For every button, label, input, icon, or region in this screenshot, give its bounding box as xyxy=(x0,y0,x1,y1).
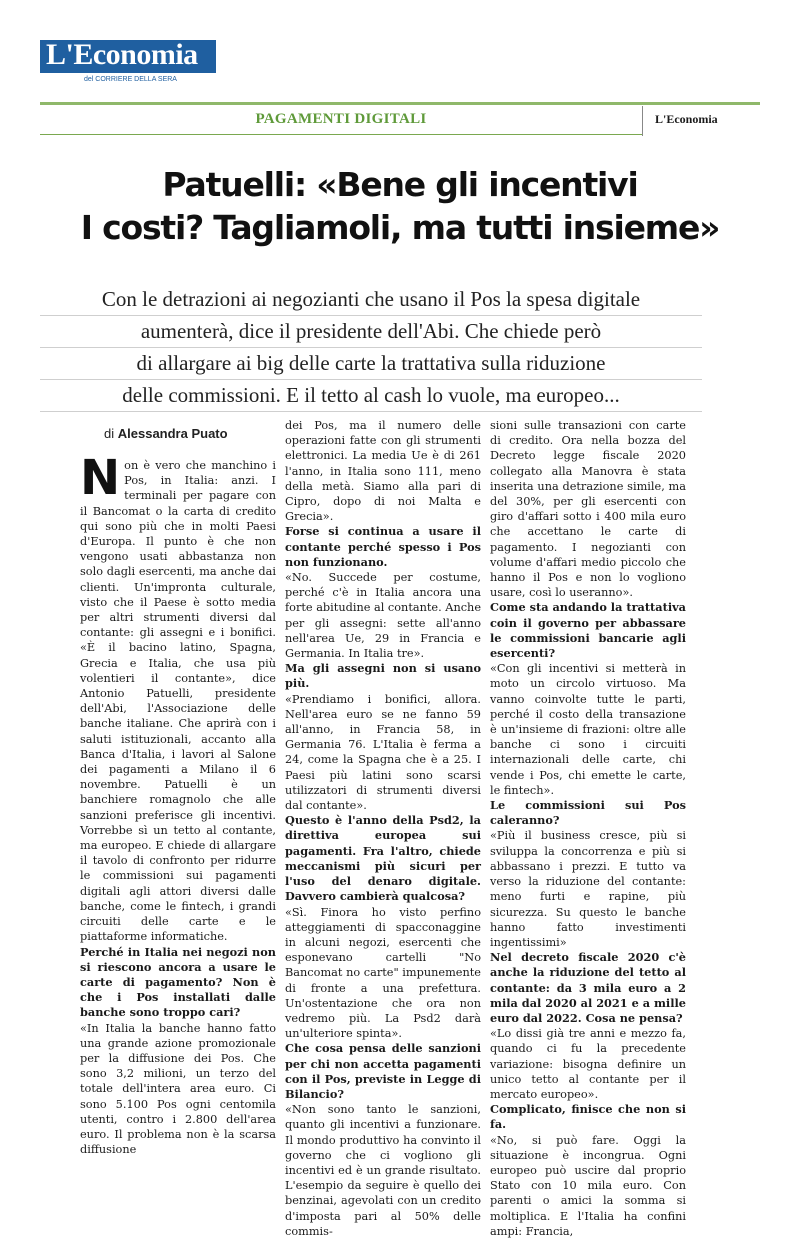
interview-answer: «Sì. Finora ho visto perfino atteggiamenti di spacconaggine in alcuni negozi, esercenti che esponevano cartelli "No Bancomat no carte" impunemente di fronte a una prefettura. Un'ostentazione che ora non vedremo più. La Psd2 darà un'ulteriore spinta». xyxy=(285,905,481,1041)
headline xyxy=(40,163,760,249)
subhead-line: di allargare ai big delle carte la trattativa sulla riduzione xyxy=(40,348,702,380)
interview-answer: dei Pos, ma il numero delle operazioni fatte con gli strumenti elettronici. La media Ue è di 261 l'anno, in Italia sono 111, meno della metà. Siamo alla pari di Cipro, dopo di noi Malta e Grecia». xyxy=(285,419,481,524)
byline xyxy=(104,426,228,441)
section-rule xyxy=(40,134,642,135)
interview-question: Perché in Italia nei negozi non si riescono ancora a usare le carte di pagamento? Non è che i Pos installati dalle banche sono troppo cari? xyxy=(80,944,276,1020)
headline-line-2: I costi? Tagliamoli, ma tutti insieme» xyxy=(80,208,720,247)
interview-answer: «Non sono tanto le sanzioni, quanto gli incentivi a funzionare. Il mondo produttivo ha convinto il governo che ci vogliono gli incentivi ed è un grande risultato. L'esempio da seguire è quello dei benzinai, agevolati con un credito d'imposta pari al 50% delle commis- xyxy=(285,1103,481,1238)
interview-question: Nel decreto fiscale 2020 c'è anche la riduzione del tetto al contante: da 3 mila euro a 2 mila dal 2020 al 2021 e a mille euro dal 2022. Cosa ne pensa? xyxy=(490,950,686,1025)
interview-answer: «Lo dissi già tre anni e mezzo fa, quando ci fu la precedente variazione: bisogna definire un unico tetto al contante per il mercato europeo». xyxy=(490,1027,686,1101)
brand-divider xyxy=(642,106,643,136)
subhead-line: Con le detrazioni ai negozianti che usano il Pos la spesa digitale xyxy=(40,284,702,316)
byline-author: Alessandra Puato xyxy=(117,426,228,441)
interview-question: Le commissioni sui Pos caleranno? xyxy=(490,798,686,828)
subheadline xyxy=(40,284,702,412)
subhead-line: delle commissioni. E il tetto al cash lo vuole, ma europeo... xyxy=(40,380,702,412)
lead-paragraph xyxy=(80,450,276,945)
masthead-logo: L'Economia xyxy=(46,38,198,71)
interview-question: Come sta andando la trattativa coin il governo per abbassare le commissioni bancarie agli esercenti? xyxy=(490,600,686,661)
interview-question: Forse si continua a usare il contante perché spesso i Pos non funzionano. xyxy=(285,524,481,569)
interview-answer: «No. Succede per costume, perché c'è in Italia ancora una forte abitudine al contante. Anche per gli assegni: sette all'anno nell'area Ue, 29 in Francia e Germania. In Italia tre». xyxy=(285,571,482,661)
section-title: PAGAMENTI DIGITALI xyxy=(255,111,427,127)
interview-answer: «No, si può fare. Oggi la situazione è incongrua. Ogni europeo può uscire dal proprio Stato con 10 mila euro. Con parenti o amici la somma si moltiplica. E l'Italia ha confini ampi: Francia, xyxy=(490,1133,686,1238)
interview-answer: «Più il business cresce, più si sviluppa la concorrenza e più si abbassano i prezzi. E tutto va verso la riduzione del contante: meno furti e rapine, più sicurezza. Su questo le banche hanno fatto investimenti ingentissimi» xyxy=(490,829,686,949)
interview-question: Che cosa pensa delle sanzioni per chi non accetta pagamenti con il Pos, previste in Legge di Bilancio? xyxy=(285,1041,481,1101)
article-column-3 xyxy=(490,418,686,1239)
brand-label: L'Economia xyxy=(655,112,718,126)
masthead-subtitle: del CORRIERE DELLA SERA xyxy=(84,76,177,83)
interview-question: Questo è l'anno della Psd2, la direttiva europea sui pagamenti. Fra l'altro, chiede meccanismi più sicuri per l'uso del denaro digitale. Davvero cambierà qualcosa? xyxy=(285,813,481,904)
interview-answer: «In Italia la banche hanno fatto una grande azione promozionale per la diffusione dei Pos. Che sono 3,2 milioni, un terzo del totale dell'intera area euro. Ci sono 5.100 Pos ogni centomila utenti, contro i 2.800 dell'area euro. Il problema non è la scarsa diffusione xyxy=(80,1021,276,1157)
headline-line-1: Patuelli: «Bene gli incentivi xyxy=(162,165,638,204)
interview-question: Ma gli assegni non si usano più. xyxy=(285,661,481,691)
interview-question: Complicato, finisce che non si fa. xyxy=(490,1102,686,1132)
subhead-line: aumenterà, dice il presidente dell'Abi. Che chiede però xyxy=(40,316,702,348)
article-column-1 xyxy=(80,450,276,1157)
interview-answer: «Prendiamo i bonifici, allora. Nell'area euro se ne fanno 59 all'anno, in Francia 58, in Germania 76. L'Italia è ferma a 24, come la Spagna che è a 25. I Paesi più latini sono scarsi utilizzatori di strumenti diversi dal contante». xyxy=(285,692,481,813)
interview-answer: «Con gli incentivi si metterà in moto un circolo virtuoso. Ma vanno coinvolte tutte le parti, perché il costo della transazione è un'insieme di frazioni: oltre alle banche ci sono i circuiti internazionali delle carte, chi vende i Pos, chi emette le carte, le fintech». xyxy=(490,662,686,797)
top-rule xyxy=(40,102,760,105)
lead-text: on è vero che manchino i Pos, in Italia: anzi. I terminali per pagare con il Bancomat o la carta di credito qui sono più che in molti Paesi d'Europa. Il punto è che non vengono usati abbastanza non solo dagli esercenti, ma anche dai clienti. Un'impronta culturale, visto che il Paese è sotto media per altri strumenti diversi dal contante: gli assegni e i bonifici. «È il bacino latino, Spagna, Grecia e Italia, che usa più volentieri il contante», dice Antonio Patuelli, presidente dell'Abi, l'Associazione delle banche italiane. Che aprirà con i saluti istituzionali, accanto alla Banca d'Italia, i lavori al Salone dei pagamenti a Milano il 6 novembre. Patuelli è un banchiere romagnolo che alle sanzioni preferisce gli incentivi. Vorrebbe sì un tetto al contante, ma europeo. E chiede di allargare il tavolo di confronto per ridurre le commissioni sui pagamenti digitali agli attori diversi dalle banche, come le fintech, i grandi circuiti delle carte e le piattaforme informatiche. xyxy=(80,459,276,944)
interview-answer: sioni sulle transazioni con carte di credito. Ora nella bozza del Decreto legge fiscale 2020 collegato alla Manovra è stata inserita una detrazione simile, ma del 30%, per gli esercenti con giro d'affari sotto i 400 mila euro che accettano le carte di pagamento. I negozianti con volume d'affari medio piccolo che hanno il Pos e non lo vogliono usare, così lo useranno». xyxy=(490,419,686,600)
drop-cap: N xyxy=(80,450,121,506)
byline-prefix: di xyxy=(104,426,115,441)
article-column-2 xyxy=(285,418,481,1239)
